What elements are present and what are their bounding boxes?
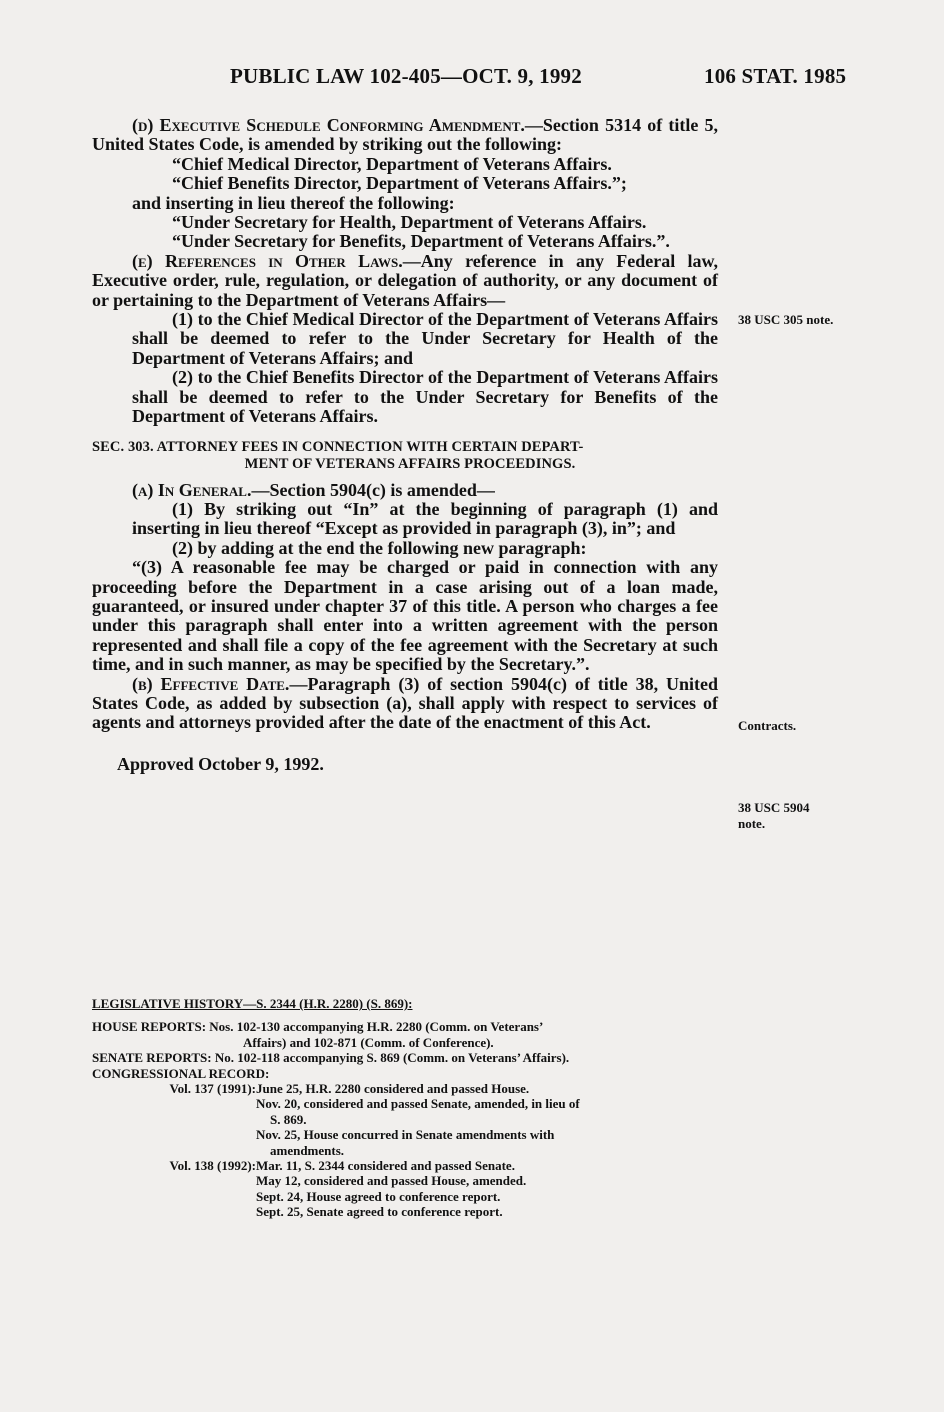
running-header-title: PUBLIC LAW 102-405—OCT. 9, 1992 xyxy=(230,64,582,88)
subsection-a-text: —Section 5904(c) is amended— xyxy=(251,479,495,500)
subsection-a-heading: (a) In General. xyxy=(132,479,252,500)
subsection-e xyxy=(92,252,718,310)
margin-note-contracts: Contracts. xyxy=(738,718,797,733)
vol-138-label: Vol. 138 (1992): xyxy=(169,1158,256,1174)
vol-137-item: June 25, H.R. 2280 considered and passed House. xyxy=(256,1081,530,1097)
vol-137-item-cont: amendments. xyxy=(270,1142,345,1158)
margin-note-38-usc-305: 38 USC 305 note. xyxy=(738,312,834,327)
subsection-d-text: —Section 5314 of title 5, United States Code, is amended by striking out the following: xyxy=(92,115,718,155)
struck-quote-1: “Chief Medical Director, Department of Veterans Affairs. xyxy=(172,153,612,174)
struck-quote-2: “Chief Benefits Director, Department of Veterans Affairs.”; xyxy=(172,173,627,194)
subsection-b-text: —Paragraph (3) of section 5904(c) of title 38, United States Code, as added by subsection (a), shall apply with respect to services of agents and attorneys provided after the date of the enactment of this Act. xyxy=(92,673,718,733)
subsection-b xyxy=(92,675,718,733)
paragraph-a2: (2) by adding at the end the following new paragraph: xyxy=(172,537,587,558)
subsection-d-heading: (d) Executive Schedule Conforming Amendment. xyxy=(132,115,525,135)
house-reports-line-2: Affairs) and 102-871 (Comm. of Conference). xyxy=(243,1034,494,1050)
senate-reports: SENATE REPORTS: No. 102-118 accompanying S. 869 (Comm. on Veterans’ Affairs). xyxy=(92,1050,570,1066)
vol-138-item: Sept. 24, House agreed to conference report. xyxy=(256,1188,501,1204)
running-header-page: 106 STAT. 1985 xyxy=(704,64,847,88)
legislative-history-title: LEGISLATIVE HISTORY—S. 2344 (H.R. 2280) (S. 869): xyxy=(92,996,413,1011)
paragraph-a1: (1) By striking out “In” at the beginning of paragraph (1) and inserting in lieu thereof “Except as provided in paragraph (3), in”; and xyxy=(132,498,718,539)
subsection-e-text: —Any reference in any Federal law, Executive order, rule, regulation, or delegation of authority, or any document of or pertaining to the Department of Veterans Affairs— xyxy=(92,250,719,310)
legislative-history xyxy=(92,996,732,1220)
vol-138-item: Mar. 11, S. 2344 considered and passed Senate. xyxy=(256,1158,515,1174)
margin-note-line-2: note. xyxy=(738,816,766,831)
congressional-record-heading: CONGRESSIONAL RECORD: xyxy=(92,1065,270,1081)
inserted-quote-1: “Under Secretary for Health, Department of Veterans Affairs. xyxy=(172,212,647,233)
section-heading-line-2: MENT OF VETERANS AFFAIRS PROCEEDINGS. xyxy=(244,455,576,472)
inserted-quote-2: “Under Secretary for Benefits, Department of Veterans Affairs.”. xyxy=(172,231,670,252)
vol-137-item: Nov. 20, considered and passed Senate, amended, in lieu of xyxy=(256,1096,580,1112)
paragraph-a3: “(3) A reasonable fee may be charged or paid in connection with any proceeding before the Department in a case arising out of a loan made, guaranteed, or insured under chapter 37 of this title. A person who charges a fee under this paragraph shall enter into a written agreement with the person represented and shall file a copy of the fee agreement with the Secretary at such time, and in such manner, as may be specified by the Secretary.”. xyxy=(92,557,718,675)
subsection-b-heading: (b) Effective Date. xyxy=(132,673,290,694)
section-heading-line-1: SEC. 303. ATTORNEY FEES IN CONNECTION WITH CERTAIN DEPART- xyxy=(92,438,584,455)
vol-137-entries xyxy=(92,1081,732,1158)
inserting-clause: and inserting in lieu thereof the following: xyxy=(132,192,455,213)
vol-137-label: Vol. 137 (1991): xyxy=(169,1081,256,1097)
subsection-d xyxy=(92,116,718,155)
paragraph-e2: (2) to the Chief Benefits Director of the Department of Veterans Affairs shall be deemed to refer to the Under Secretary for Benefits of the Department of Veterans Affairs. xyxy=(132,367,718,427)
vol-138-entries xyxy=(92,1158,732,1220)
subsection-e-heading: (e) References in Other Laws. xyxy=(132,250,403,271)
vol-137-item-cont: S. 869. xyxy=(270,1111,307,1127)
vol-138-item: Sept. 25, Senate agreed to conference report. xyxy=(256,1204,503,1220)
margin-note-38-usc-5904 xyxy=(738,800,810,832)
vol-138-item: May 12, considered and passed House, amended. xyxy=(256,1173,527,1189)
margin-note-line-1: 38 USC 5904 xyxy=(738,800,810,815)
vol-137-item: Nov. 25, House concurred in Senate amendments with xyxy=(256,1127,555,1143)
house-reports-line-1: HOUSE REPORTS: Nos. 102-130 accompanying H.R. 2280 (Comm. on Veterans’ xyxy=(92,1019,544,1035)
body-text xyxy=(92,116,718,774)
approval-date: Approved October 9, 1992. xyxy=(117,753,324,774)
section-303-heading xyxy=(92,439,718,473)
paragraph-e1: (1) to the Chief Medical Director of the Department of Veterans Affairs shall be deemed to refer to the Under Secretary for Health of the Department of Veterans Affairs; and xyxy=(132,309,718,368)
subsection-a xyxy=(92,481,718,500)
